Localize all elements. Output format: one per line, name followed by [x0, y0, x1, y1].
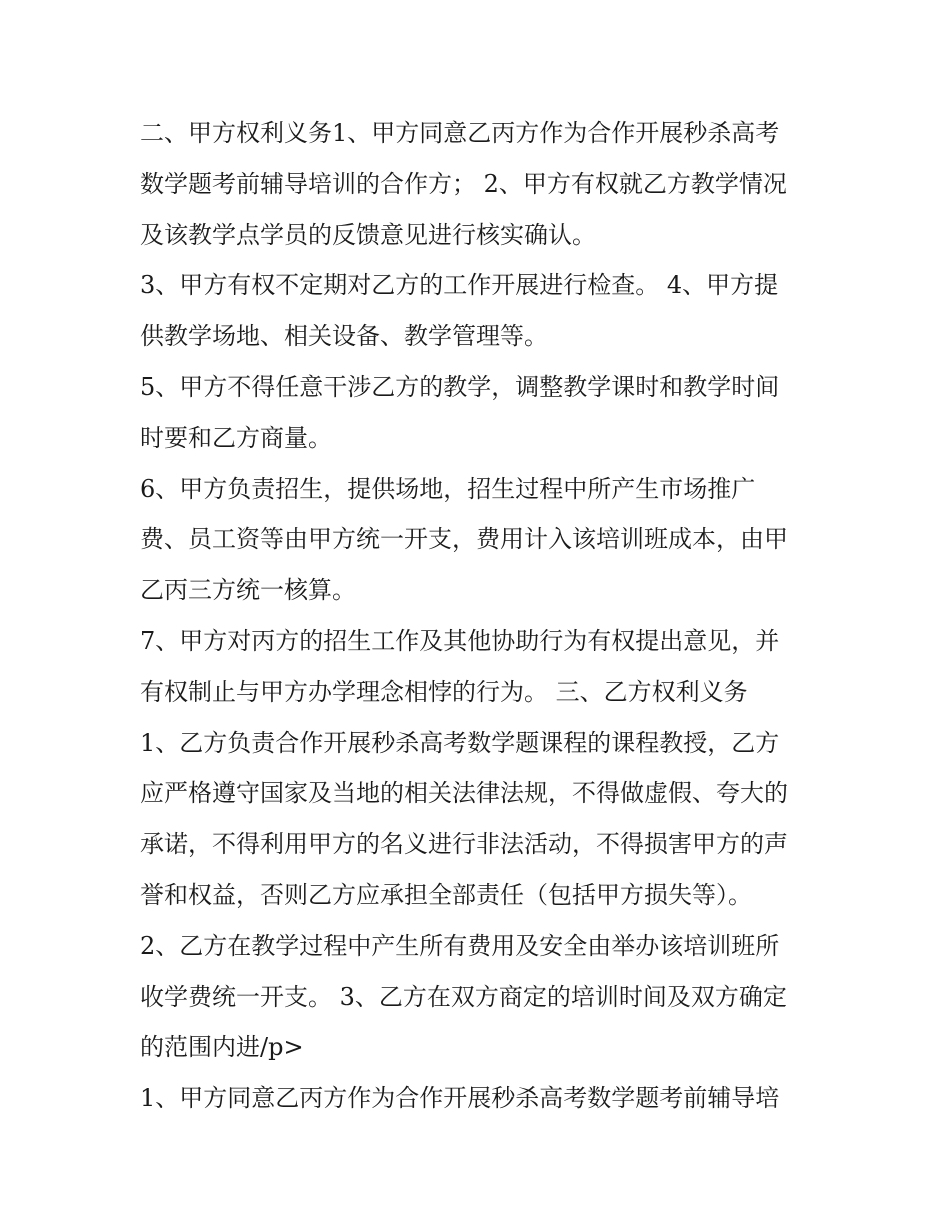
text-line: 应严格遵守国家及当地的相关法律法规，不得做虚假、夸大的	[140, 779, 788, 808]
text-line: 3、甲方有权不定期对乙方的工作开展进行检查。 4、甲方提	[140, 271, 779, 300]
text-line: 的范围内进/p>	[140, 1033, 304, 1062]
text-line: 2、乙方在教学过程中产生所有费用及安全由举办该培训班所	[140, 931, 780, 960]
text-line: 及该教学点学员的反馈意见进行核实确认。	[140, 220, 596, 249]
text-line: 5、甲方不得任意干涉乙方的教学，调整教学课时和教学时间	[140, 372, 780, 401]
text-line: 数学题考前辅导培训的合作方； 2、甲方有权就乙方教学情况	[140, 169, 787, 198]
text-line: 6、甲方负责招生，提供场地，招生过程中所产生市场推广	[140, 474, 756, 503]
text-line: 时要和乙方商量。	[140, 423, 332, 452]
text-line: 供教学场地、相关设备、教学管理等。	[140, 322, 548, 351]
text-line: 有权制止与甲方办学理念相悖的行为。 三、乙方权利义务	[140, 677, 748, 706]
text-line: 7、甲方对丙方的招生工作及其他协助行为有权提出意见，并	[140, 626, 780, 655]
text-line: 乙丙三方统一核算。	[140, 576, 356, 605]
text-line: 费、员工资等由甲方统一开支，费用计入该培训班成本，由甲	[140, 525, 788, 554]
text-line: 1、甲方同意乙丙方作为合作开展秒杀高考数学题考前辅导培	[140, 1084, 780, 1113]
text-line: 二、甲方权利义务1、甲方同意乙丙方作为合作开展秒杀高考	[140, 119, 780, 147]
text-line: 誉和权益，否则乙方应承担全部责任（包括甲方损失等）。	[140, 880, 752, 909]
text-line: 收学费统一开支。 3、乙方在双方商定的培训时间及双方确定	[140, 982, 787, 1011]
text-line: 承诺，不得利用甲方的名义进行非法活动，不得损害甲方的声	[140, 830, 788, 859]
document-body	[140, 108, 820, 1124]
text-line: 1、乙方负责合作开展秒杀高考数学题课程的课程教授，乙方	[140, 728, 780, 757]
